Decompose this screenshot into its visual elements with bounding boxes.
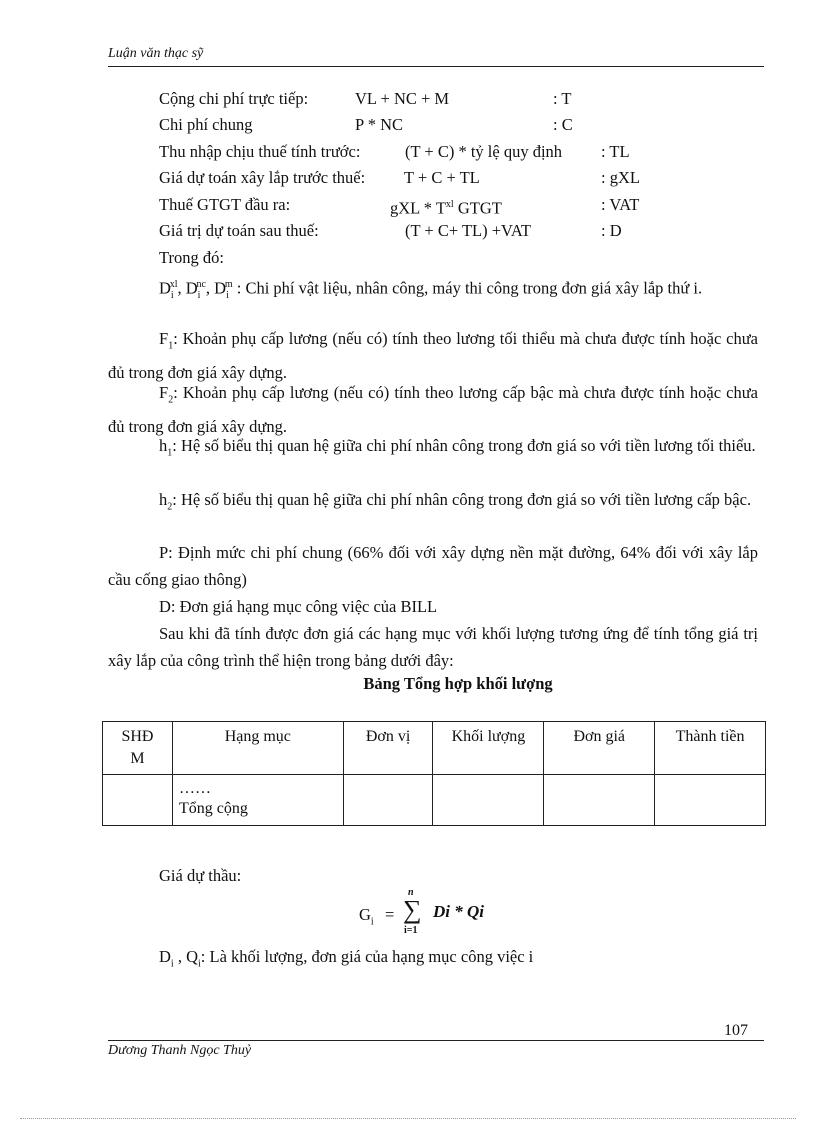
table-cell bbox=[343, 775, 433, 826]
definition-d-bill: D: Đơn giá hạng mục công việc của BILL bbox=[159, 597, 438, 616]
def-sub: 1 bbox=[167, 447, 173, 459]
formula-expr: T + C + TL bbox=[404, 168, 480, 187]
column-header: Thành tiền bbox=[655, 722, 766, 775]
def-text: : Hệ số biểu thị quan hệ giữa chi phí nhân công trong đơn giá so với tiền lương cấp bậc. bbox=[172, 490, 752, 509]
formula-label: Thuế GTGT đầu ra: bbox=[159, 195, 291, 214]
formula-symbol: : VAT bbox=[601, 195, 640, 214]
note-text: : Là khối lượng, đơn giá của hạng mục công việc i bbox=[200, 947, 534, 966]
formula-expr: P * NC bbox=[355, 115, 403, 134]
def-text: : Khoản phụ cấp lương (nếu có) tính theo lương cấp bậc mà chưa được tính hoặc chưa đủ trong đơn giá xây dựng. bbox=[108, 383, 758, 437]
formula-symbol: : gXL bbox=[601, 168, 640, 187]
definition-d: $D_i^{xl}$, $D_i^{nc}$, $D_i^m$ : Chi phí vật liệu, nhân công, máy thi công trong đơn giá xây lắp thứ i. bbox=[159, 278, 703, 301]
definition-h1 bbox=[108, 432, 758, 466]
table-cell bbox=[433, 775, 544, 826]
column-header: Đơn giá bbox=[544, 722, 655, 775]
table-cell bbox=[103, 775, 173, 826]
eq-lhs bbox=[359, 905, 374, 927]
summary-table bbox=[102, 721, 766, 826]
formula-label: Giá trị dự toán sau thuế: bbox=[159, 221, 319, 240]
note-sub: i bbox=[170, 958, 174, 970]
def-sub: i bbox=[226, 289, 229, 301]
def-text: : Hệ số biểu thị quan hệ giữa chi phí nhân công trong đơn giá so với tiền lương tối thiểu. bbox=[172, 436, 756, 455]
page-edge-divider bbox=[20, 1118, 796, 1119]
formula-expr-tail: GTGT bbox=[453, 198, 502, 218]
eq-term: Di * Qi bbox=[433, 902, 484, 921]
formula-symbol: : TL bbox=[601, 142, 630, 161]
def-sub: 2 bbox=[168, 394, 174, 406]
table-header-row bbox=[103, 722, 766, 775]
formula-label: Giá dự toán xây lắp trước thuế: bbox=[159, 168, 366, 187]
def-sub: 2 bbox=[167, 501, 173, 513]
intro-table-paragraph: Sau khi đã tính được đơn giá các hạng mục với khối lượng tương ứng để tính tổng giá trị xây lắp của công trình thể hiện trong bảng dưới đây: bbox=[108, 624, 758, 670]
eq-lhs-symbol: G bbox=[359, 905, 371, 924]
table-caption: Bảng Tổng hợp khối lượng bbox=[363, 674, 553, 693]
footer-rule bbox=[108, 1040, 764, 1041]
formula-expr: VL + NC + M bbox=[355, 89, 450, 108]
trong-do-label: Trong đó: bbox=[159, 248, 224, 267]
table-cell bbox=[172, 775, 343, 826]
ellipsis-text: …… bbox=[178, 780, 211, 797]
dq-note bbox=[159, 943, 779, 977]
note-sub: i bbox=[198, 958, 201, 970]
footer-author: Dương Thanh Ngọc Thuỷ bbox=[108, 1043, 252, 1058]
def-text: : Chi phí vật liệu, nhân công, máy thi công trong đơn giá xây lắp thứ i. bbox=[236, 278, 703, 298]
def-sub: 1 bbox=[168, 340, 174, 352]
def-sub: i bbox=[170, 289, 174, 301]
table-row bbox=[103, 775, 766, 826]
total-label: Tổng cộng bbox=[178, 800, 248, 817]
def-symbol: F bbox=[159, 329, 169, 348]
formula-expr: (T + C+ TL) +VAT bbox=[405, 221, 532, 240]
def-symbol: F bbox=[159, 383, 169, 402]
formula-expr: (T + C) * tỷ lệ quy định bbox=[405, 142, 563, 161]
def-symbol: D bbox=[185, 278, 198, 298]
sum-icon: ∑ bbox=[403, 895, 422, 924]
formula-label: Thu nhập chịu thuế tính trước: bbox=[159, 142, 361, 161]
formula-symbol: : C bbox=[553, 115, 573, 134]
eq-sum-bottom: i=1 bbox=[404, 925, 418, 936]
formula-symbol: : T bbox=[553, 89, 572, 108]
definition-p: P: Định mức chi phí chung (66% đối với xây dựng nền mặt đường, 64% đối với xây lắp cầu cống giao thông) bbox=[108, 543, 758, 589]
note-sep: , bbox=[173, 947, 187, 966]
eq-equals: = bbox=[385, 905, 395, 924]
column-header: Đơn vị bbox=[343, 722, 433, 775]
def-symbol: D bbox=[159, 278, 171, 298]
def-symbol: h bbox=[159, 490, 168, 509]
def-symbol: h bbox=[159, 436, 168, 455]
formula-label: Cộng chi phí trực tiếp: bbox=[159, 89, 309, 108]
note-symbol: D bbox=[159, 947, 171, 966]
formula-symbol: : D bbox=[601, 221, 622, 240]
formula-expr bbox=[390, 194, 502, 220]
eq-sum-top: n bbox=[408, 887, 414, 898]
definition-f1 bbox=[108, 325, 758, 386]
def-symbol: D bbox=[214, 278, 227, 298]
def-sup: xl bbox=[169, 279, 178, 290]
column-header: SHĐ M bbox=[103, 722, 173, 775]
formula-label: Chi phí chung bbox=[159, 115, 253, 134]
formula-expr-main: gXL * T bbox=[390, 198, 446, 218]
table-cell bbox=[544, 775, 655, 826]
column-header: Hạng mục bbox=[172, 722, 343, 775]
bid-equation bbox=[355, 887, 555, 941]
eq-lhs-sub: i bbox=[370, 916, 374, 928]
note-symbol: Q bbox=[186, 947, 198, 966]
formula-expr-sup: xl bbox=[445, 199, 454, 210]
table-cell bbox=[655, 775, 766, 826]
bid-label: Giá dự thầu: bbox=[159, 866, 242, 885]
page-number: 107 bbox=[724, 1022, 748, 1039]
def-sup: m bbox=[224, 279, 233, 290]
header-title: Luận văn thạc sỹ bbox=[108, 46, 204, 61]
def-sup: nc bbox=[196, 279, 206, 290]
column-header: Khối lượng bbox=[433, 722, 544, 775]
def-text: : Khoản phụ cấp lương (nếu có) tính theo lương tối thiểu mà chưa được tính hoặc chưa đủ trong đơn giá xây dựng. bbox=[108, 329, 758, 383]
def-sub: i bbox=[197, 289, 201, 301]
definition-h2 bbox=[108, 486, 758, 520]
page-header bbox=[108, 46, 764, 67]
